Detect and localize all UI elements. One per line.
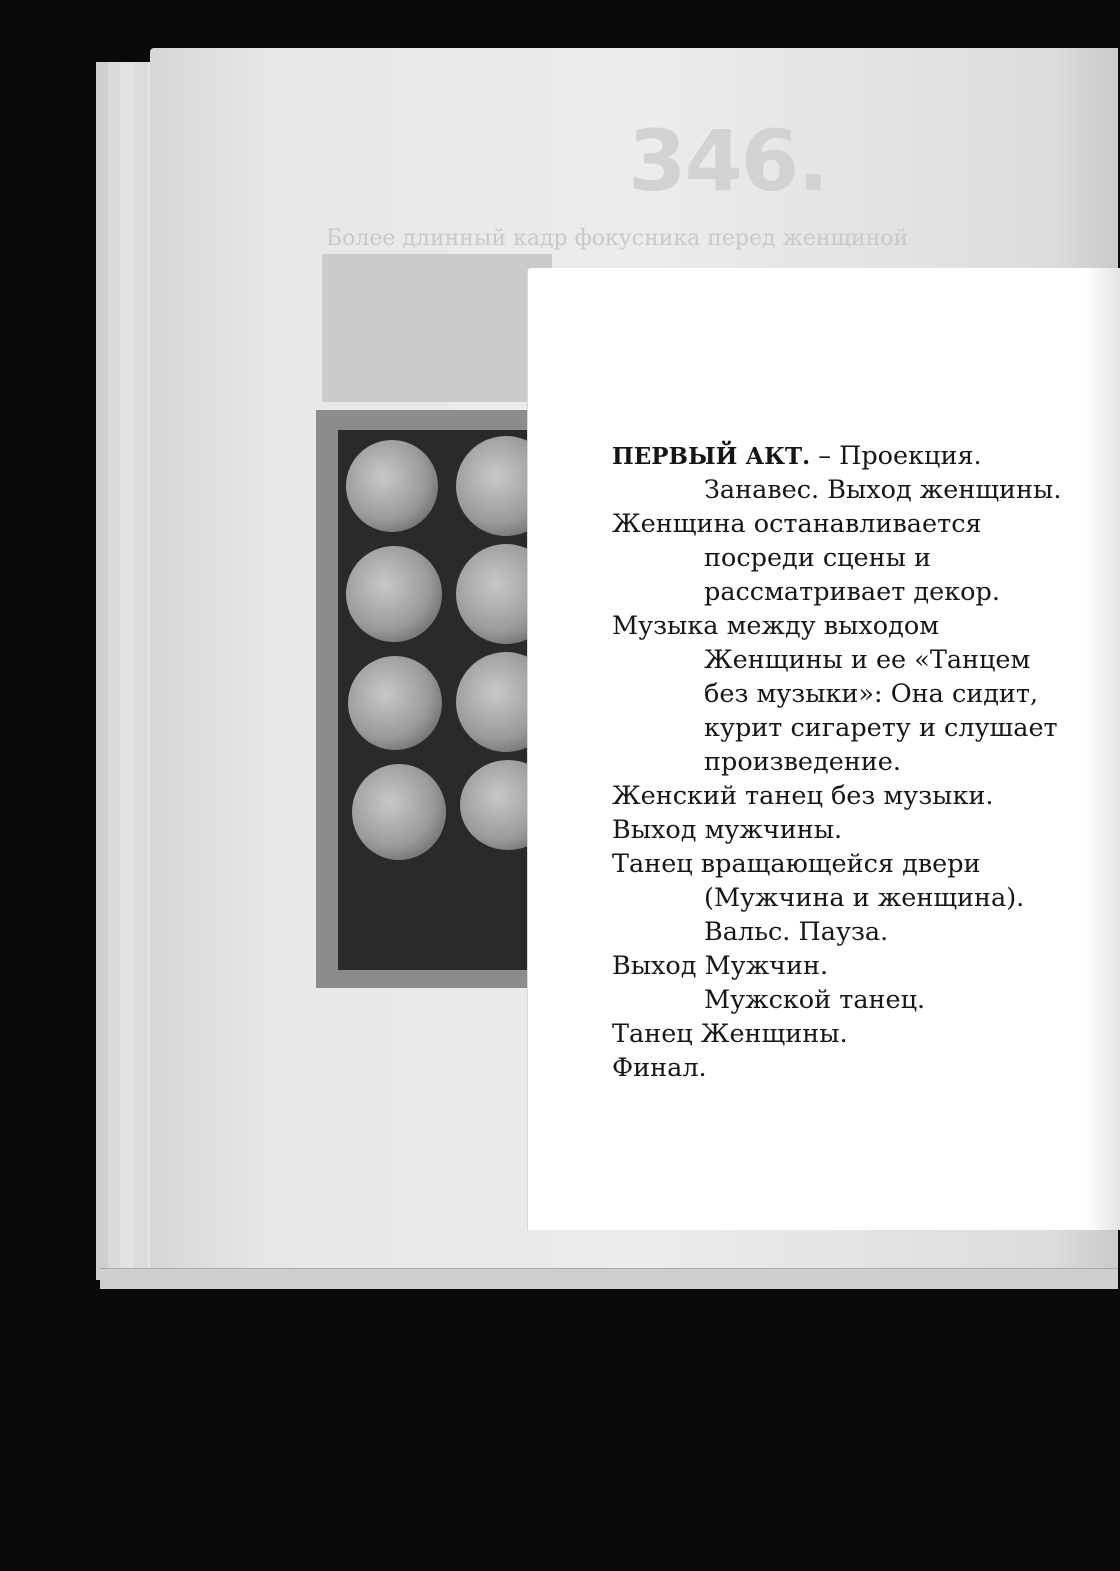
program-line: Мужской танец. bbox=[704, 985, 926, 1015]
program-line: рассматривает декор. bbox=[704, 577, 1000, 607]
page-bottom-edge bbox=[100, 1268, 1118, 1289]
program-line: без музыки»: Она сидит, bbox=[704, 679, 1039, 709]
program-line: Занавес. Выход женщины. bbox=[704, 475, 1062, 505]
heading-line bbox=[612, 439, 1112, 473]
disc-image bbox=[346, 546, 442, 642]
program-line: Выход мужчины. bbox=[612, 815, 843, 845]
photo-caption: Более длинный кадр фокусника перед женщиной bbox=[326, 226, 909, 251]
program-line: произведение. bbox=[704, 747, 902, 777]
disc-image bbox=[348, 656, 442, 750]
act-heading: ПЕРВЫЙ АКТ. bbox=[612, 443, 811, 470]
program-line: Танец вращающейся двери bbox=[612, 849, 981, 879]
program-text bbox=[612, 439, 1112, 1085]
program-line: Женщины и ее «Танцем bbox=[704, 645, 1031, 675]
photo bbox=[316, 410, 552, 988]
program-line: Танец Женщины. bbox=[612, 1019, 848, 1049]
program-line: Музыка между выходом bbox=[612, 611, 940, 641]
program-line: (Мужчина и женщина). bbox=[704, 883, 1025, 913]
program-line: посреди сцены и bbox=[704, 543, 932, 573]
photo-dark-area bbox=[338, 430, 552, 970]
program-line: курит сигарету и слушает bbox=[704, 713, 1058, 743]
program-line: Вальс. Пауза. bbox=[704, 917, 889, 947]
program-line: Выход Мужчин. bbox=[612, 951, 829, 981]
program-line: Женский танец без музыки. bbox=[612, 781, 994, 811]
program-line: Женщина останавливается bbox=[612, 509, 982, 539]
page-number: 346. bbox=[628, 112, 828, 210]
photo-top-area bbox=[322, 254, 552, 402]
disc-image bbox=[346, 440, 438, 532]
program-line: Финал. bbox=[612, 1053, 707, 1083]
act-heading-rest: – Проекция. bbox=[810, 441, 982, 471]
disc-image bbox=[352, 764, 446, 860]
